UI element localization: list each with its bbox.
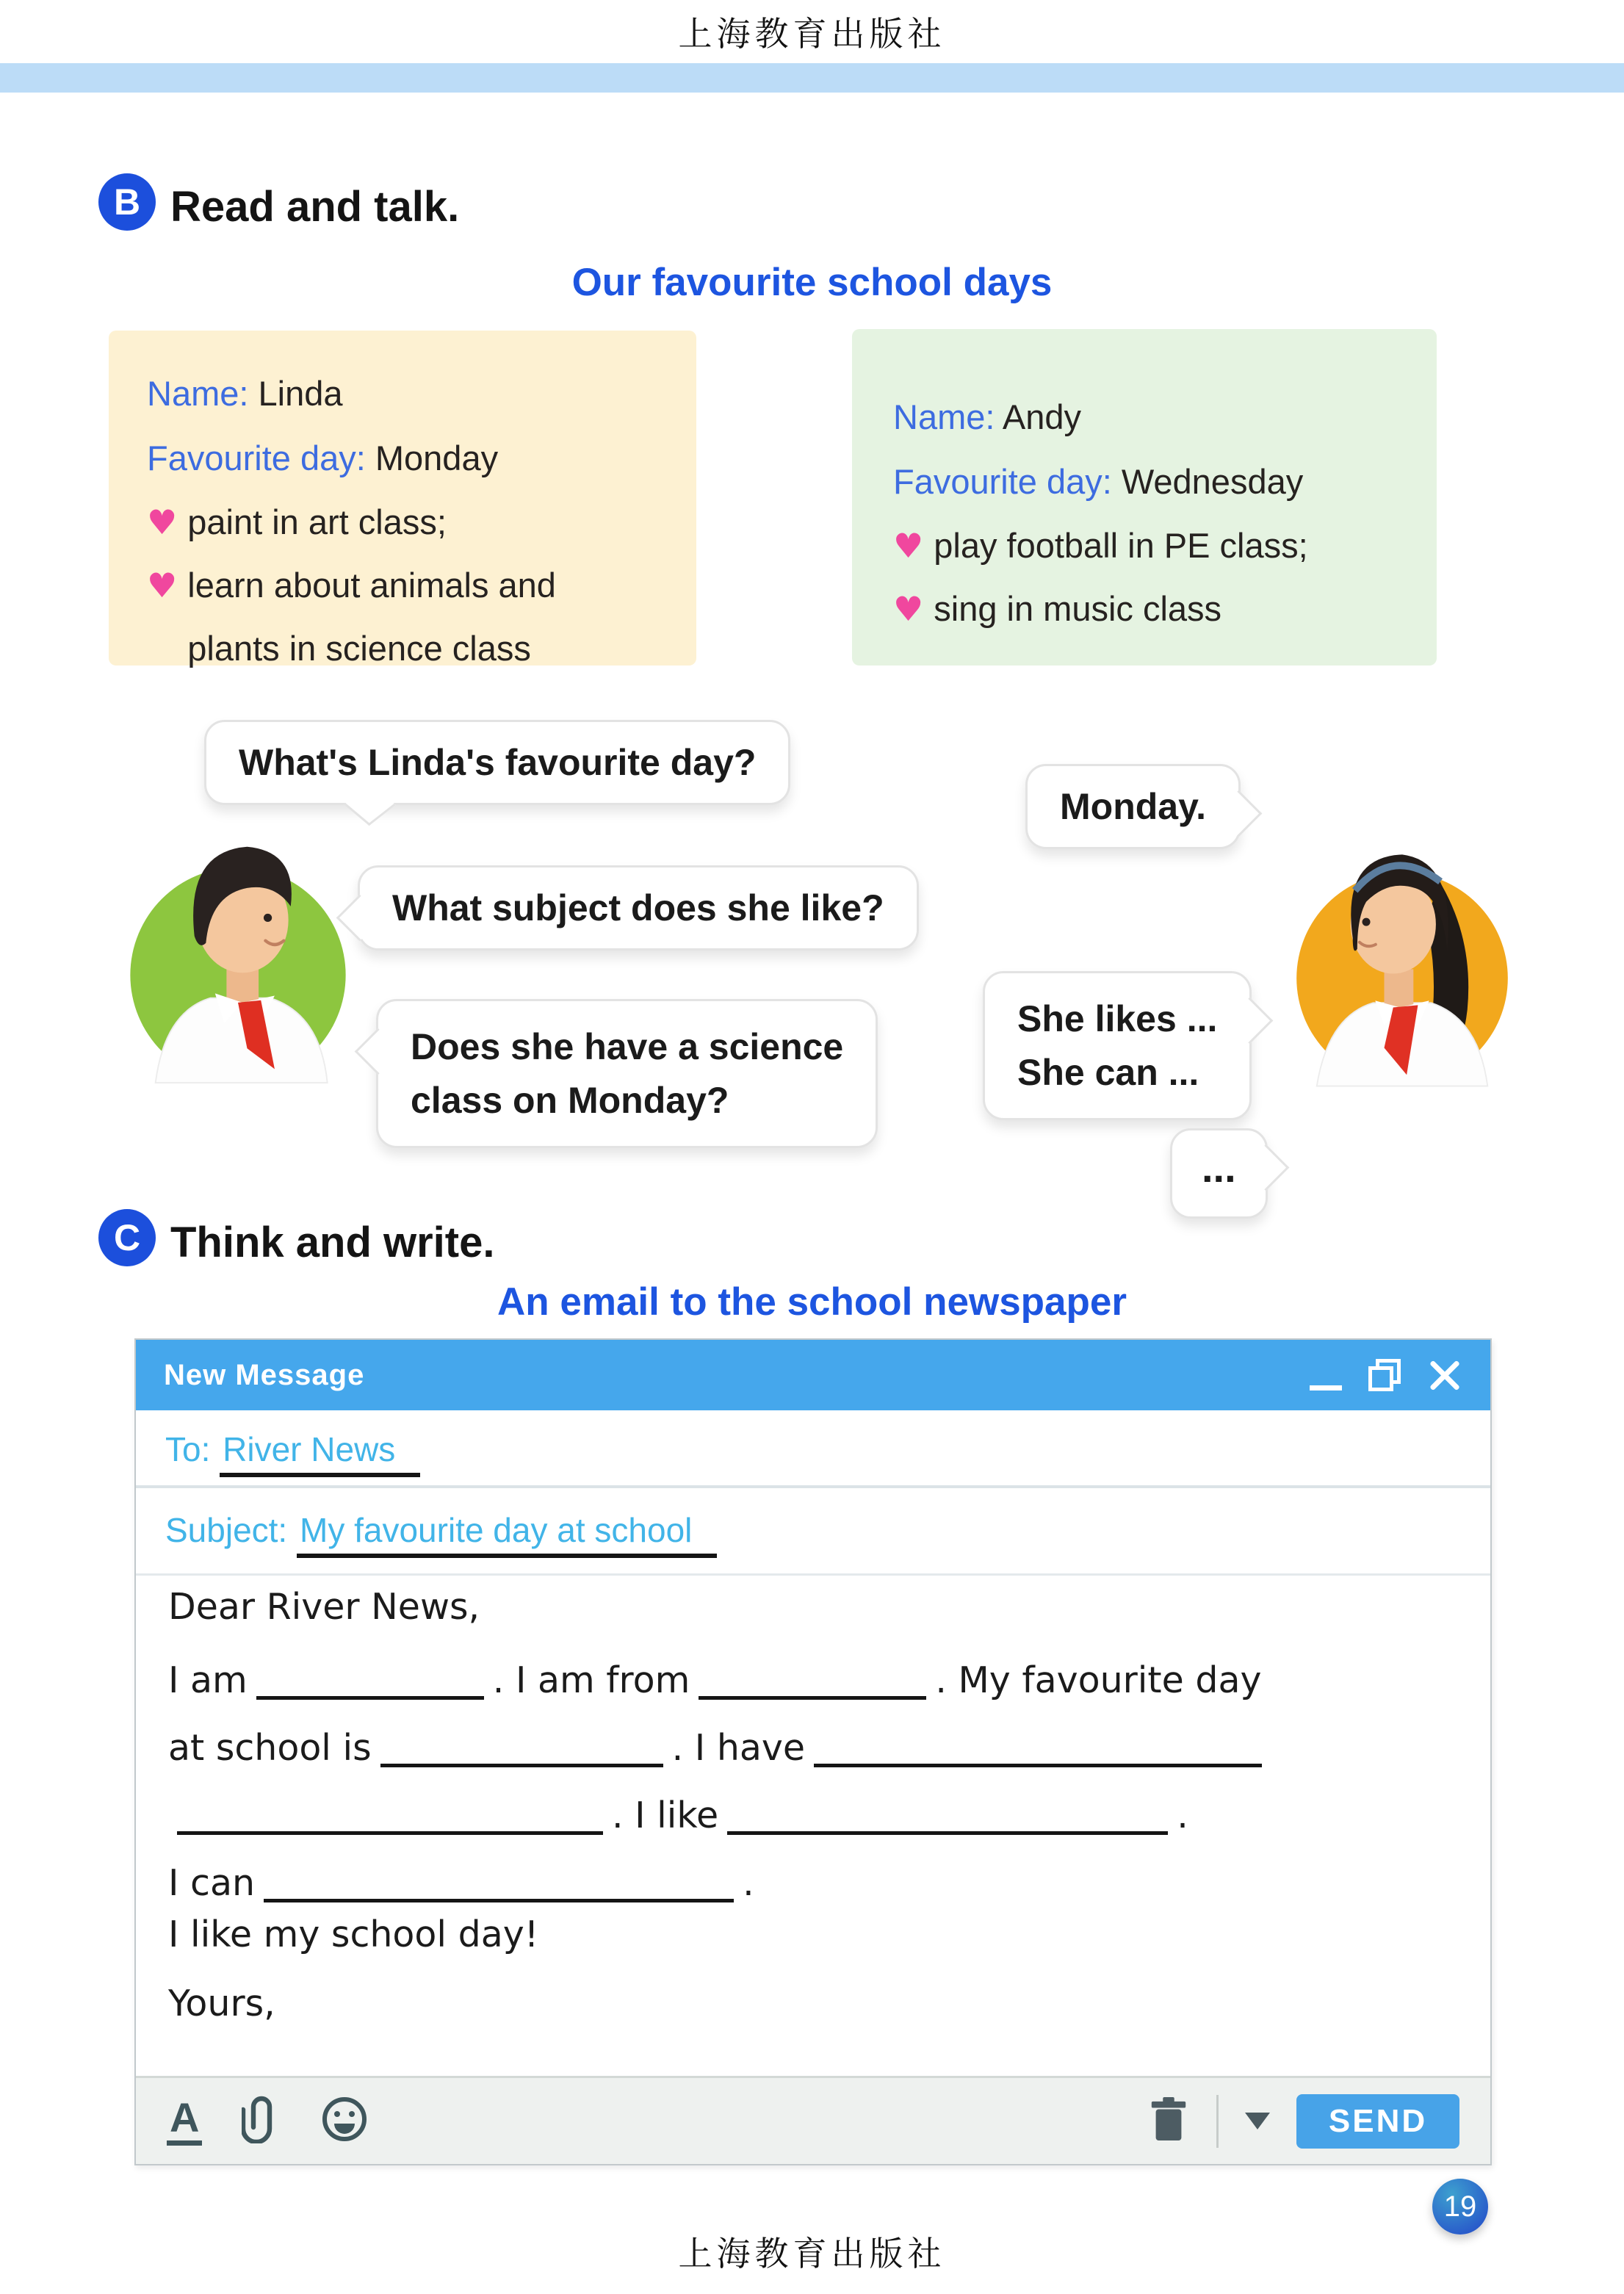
email-body-line [168, 1980, 1461, 2027]
speech-bubble-boy-question-1: What's Linda's favourite day? [204, 720, 790, 805]
email-body-text: I can [168, 1862, 256, 1904]
email-body-line [168, 1725, 1461, 1772]
name-value: Andy [1002, 397, 1082, 436]
bubble-line: She likes ... [1017, 998, 1218, 1039]
send-button[interactable]: SEND [1296, 2094, 1459, 2149]
linda-activity-item [147, 491, 674, 554]
email-body-line [168, 1860, 1461, 1907]
email-body-text: Dear River News, [168, 1586, 480, 1628]
andy-activity-item [893, 577, 1415, 641]
email-body-text: . [1177, 1795, 1188, 1836]
to-field[interactable] [165, 1429, 420, 1469]
girl-illustration [1290, 820, 1515, 1087]
email-subject-row[interactable] [136, 1488, 1490, 1573]
bubble-line: She can ... [1017, 1051, 1199, 1093]
name-value: Linda [258, 374, 343, 413]
activity-text: learn about animals and plants in science class [187, 566, 556, 668]
format-text-icon[interactable]: A [167, 2097, 202, 2146]
page-header-text: 上海教育出版社 [678, 15, 946, 53]
bubble-line: Does she have a science [411, 1026, 844, 1067]
bubble-line: class on Monday? [411, 1079, 729, 1121]
heart-icon: ♥ [147, 502, 178, 542]
section-c-heading: Think and write. [170, 1219, 495, 1266]
linda-info-card [109, 331, 696, 666]
email-body-text: Yours, [168, 1983, 275, 2024]
email-body-text: at school is [168, 1727, 372, 1769]
email-body-line [168, 1911, 1461, 1958]
andy-activity-item [893, 514, 1415, 577]
attachment-icon[interactable] [242, 2095, 281, 2147]
email-body[interactable] [168, 1584, 1461, 2074]
email-body-line [168, 1792, 1461, 1839]
email-body-text: . I like [612, 1795, 719, 1836]
heart-icon: ♥ [893, 589, 924, 629]
email-body-text: . My favourite day [935, 1659, 1262, 1701]
linda-day-line [147, 426, 674, 491]
boy-avatar [123, 809, 353, 1086]
section-b-title: Our favourite school days [571, 261, 1053, 304]
email-body-text: I like my school day! [168, 1914, 539, 1955]
header-blue-bar [0, 63, 1624, 93]
email-body-blank[interactable] [256, 1658, 484, 1700]
toolbar-left-group [167, 2095, 368, 2147]
boy-illustration [123, 809, 353, 1086]
andy-name-line [893, 385, 1415, 450]
toolbar-divider [1216, 2095, 1219, 2148]
speech-bubble-girl-answer-3: ... [1170, 1128, 1268, 1219]
email-body-blank[interactable] [380, 1725, 663, 1767]
andy-info-card [852, 329, 1437, 666]
activity-text: paint in art class; [187, 502, 447, 541]
email-body-blank[interactable] [814, 1725, 1262, 1767]
heart-icon: ♥ [147, 566, 178, 605]
close-icon[interactable] [1427, 1357, 1462, 1393]
andy-day-line [893, 450, 1415, 514]
trash-icon[interactable] [1147, 2095, 1190, 2147]
linda-name-line [147, 361, 674, 426]
email-body-blank[interactable] [727, 1793, 1168, 1835]
activity-text: sing in music class [934, 589, 1222, 628]
email-toolbar [136, 2076, 1490, 2164]
section-b-heading: Read and talk. [170, 183, 460, 231]
speech-bubble-girl-answer-2 [983, 971, 1252, 1120]
speech-bubble-boy-question-3 [376, 999, 878, 1148]
field-divider [136, 1573, 1490, 1576]
favourite-day-label: Favourite day: [147, 439, 366, 477]
email-body-blank[interactable] [699, 1658, 926, 1700]
section-c-title: An email to the school newspaper [497, 1280, 1127, 1324]
email-body-line [168, 1657, 1461, 1704]
linda-activity-item [147, 554, 674, 680]
email-body-blank[interactable] [264, 1861, 734, 1902]
subject-field[interactable] [165, 1510, 717, 1550]
to-label: To: [165, 1430, 211, 1468]
name-label: Name: [893, 397, 995, 436]
speech-bubble-girl-answer-1: Monday. [1025, 764, 1241, 849]
email-compose-window [134, 1338, 1492, 2165]
email-body-text: . I am from [492, 1659, 690, 1701]
to-value[interactable]: River News [220, 1430, 420, 1477]
girl-avatar [1290, 820, 1515, 1087]
favourite-day-value: Wednesday [1121, 462, 1304, 501]
page-number-badge: 19 [1432, 2179, 1488, 2235]
email-body-text: I am [168, 1659, 248, 1701]
email-body-text: . [743, 1862, 754, 1904]
subject-value[interactable]: My favourite day at school [297, 1511, 717, 1558]
favourite-day-label: Favourite day: [893, 462, 1112, 501]
email-body-line [168, 1584, 1461, 1631]
subject-label: Subject: [165, 1511, 288, 1549]
activity-text: play football in PE class; [934, 526, 1308, 565]
window-controls [1310, 1357, 1462, 1393]
toolbar-right-group [1147, 2094, 1459, 2149]
name-label: Name: [147, 374, 249, 413]
email-body-blank[interactable] [177, 1793, 603, 1835]
email-to-row[interactable] [136, 1410, 1490, 1485]
favourite-day-value: Monday [375, 439, 499, 477]
restore-icon[interactable] [1368, 1359, 1401, 1391]
emoji-icon[interactable] [321, 2096, 368, 2146]
minimize-icon[interactable] [1310, 1385, 1342, 1391]
email-body-text: . I have [671, 1727, 806, 1769]
page-footer-text: 上海教育出版社 [678, 2235, 946, 2273]
email-titlebar [136, 1340, 1490, 1410]
section-b-badge: B [98, 173, 156, 231]
speech-bubble-boy-question-2: What subject does she like? [358, 865, 919, 951]
email-window-title: New Message [164, 1358, 365, 1391]
heart-icon: ♥ [893, 526, 924, 566]
section-c-badge: C [98, 1209, 156, 1266]
more-options-caret-icon[interactable] [1245, 2113, 1270, 2129]
